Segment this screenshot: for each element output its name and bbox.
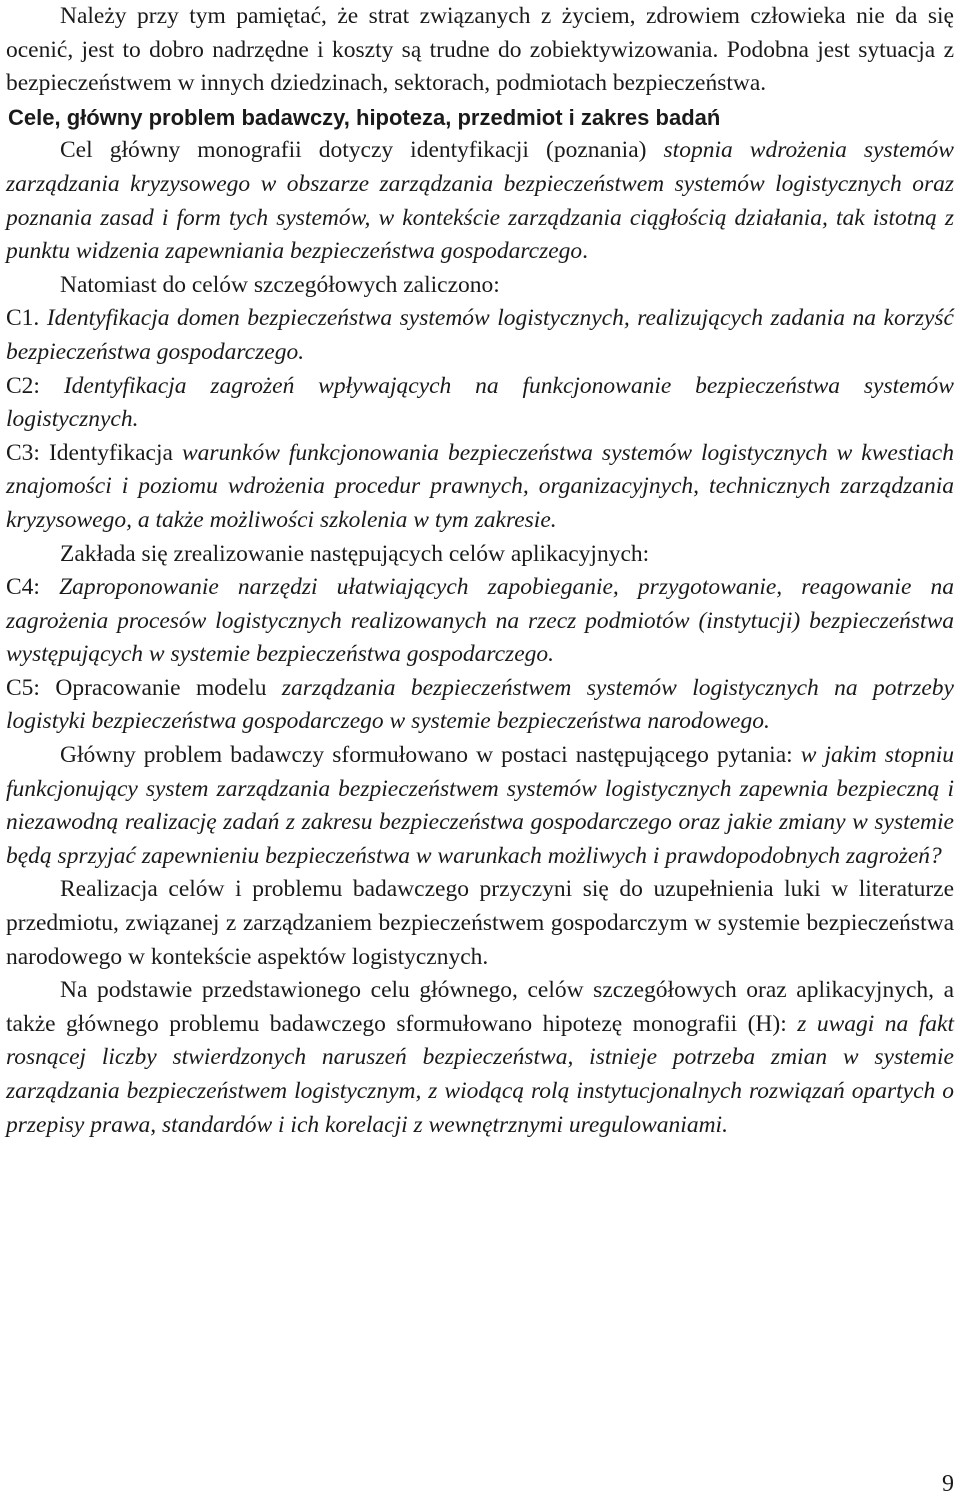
- goal-c3: [6, 437, 954, 538]
- page-number: 9: [942, 1471, 954, 1497]
- goal-italic: Identyfikacja domen bezpieczeństwa systemów logistycznych, realizujących zadania na korzyść bezpieczeństwa gospodarczego.: [6, 305, 954, 365]
- goal-italic: zarządzania bezpieczeństwem systemów logistycznych na potrzeby logistyki bezpieczeństwa gospodarczego w systemie bezpieczeństwa narodowego.: [6, 674, 954, 735]
- main-goal-tail: .: [582, 238, 589, 265]
- goal-c1: [6, 302, 954, 369]
- hypothesis-lead: Na podstawie przedstawionego celu głównego, celów szczegółowych oraz aplikacyjnych, a także głównego problemu badawczego sformułowano hipotezę monografii (H):: [6, 977, 954, 1037]
- goal-label: C1.: [6, 305, 47, 332]
- goal-label: C3:: [6, 439, 49, 466]
- applied-goals-intro: Zakłada się zrealizowanie następujących celów aplikacyjnych:: [60, 540, 650, 567]
- document-page: [6, 0, 954, 1142]
- goal-c5: [6, 672, 954, 739]
- main-goal-lead: Cel główny monografii dotyczy identyfikacji (poznania): [60, 137, 664, 164]
- goal-italic: Zaproponowanie narzędzi ułatwiających zapobieganie, przygotowanie, reagowanie na zagrożenia procesów logistycznych realizowanych na rzecz podmiotów (instytucji) bezpieczeństwa występujących w systemie bezpieczeństwa gospodarczego.: [6, 574, 954, 668]
- realization-paragraph: Realizacja celów i problemu badawczego przyczyni się do uzupełnienia luki w literaturze przedmiotu, związanej z zarządzaniem bezpieczeństwem gospodarczym w systemie bezpieczeństwa narodowego w kontekście aspektów logistycznych.: [6, 876, 954, 970]
- section-heading: Cele, główny problem badawczy, hipoteza, przedmiot i zakres badań: [8, 104, 721, 130]
- goal-c2: [6, 370, 954, 437]
- research-problem-lead: Główny problem badawczy sformułowano w postaci następującego pytania:: [60, 742, 801, 769]
- goal-c4: [6, 571, 954, 672]
- intro-paragraph: Należy przy tym pamiętać, że strat związanych z życiem, zdrowiem człowieka nie da się ocenić, jest to dobro nadrzędne i koszty są trudne do zobiektywizowania. Podobna jest sytuacja z bezpieczeństwem w innych dziedzinach, sektorach, podmiotach bezpieczeństwa.: [6, 3, 954, 97]
- research-problem-question: w jakim stopniu funkcjonujący system zarządzania bezpieczeństwem systemów logistycznych zapewnia bezpieczną i niezawodną realizację zadań z zakresu bezpieczeństwa gospodarczego oraz jakie zmiany w systemie będą sprzyjać zapewnieniu bezpieczeństwa w warunkach możliwych i prawdopodobnych zagrożeń?: [6, 742, 955, 869]
- specific-goals-intro: Natomiast do celów szczegółowych zaliczono:: [60, 271, 500, 298]
- goal-normal: Identyfikacja: [48, 439, 182, 466]
- goal-italic: Identyfikacja zagrożeń wpływających na funkcjonowanie bezpieczeństwa systemów logistycznych.: [6, 372, 954, 433]
- research-problem-paragraph: [6, 739, 954, 873]
- goal-label: C5:: [6, 674, 56, 701]
- goal-label: C2:: [6, 372, 64, 399]
- main-goal-paragraph: [6, 134, 954, 268]
- hypothesis-text: z uwagi na fakt rosnącej liczby stwierdzonych naruszeń bezpieczeństwa, istnieje potrzeba zmian w systemie zarządzania bezpieczeństwem logistycznym, z wiodącą rolą instytucjonalnych rozwiązań opartych o przepisy prawa, standardów i ich korelacji z wewnętrznymi uregulowaniami.: [6, 1010, 954, 1138]
- main-goal-italic: stopnia wdrożenia systemów zarządzania kryzysowego w obszarze zarządzania bezpieczeństwem systemów logistycznych oraz poznania zasad i form tych systemów, w kontekście zarządzania ciągłością działania, tak istotną z punktu widzenia zapewniania bezpieczeństwa gospodarczego: [6, 137, 954, 265]
- goal-italic: warunków funkcjonowania bezpieczeństwa systemów logistycznych w kwestiach znajomości i poziomu wdrożenia procedur prawnych, organizacyjnych, technicznych zarządzania kryzysowego, a także możliwości szkolenia w tym zakresie.: [6, 439, 954, 533]
- goal-label: C4:: [6, 574, 60, 601]
- hypothesis-paragraph: [6, 974, 954, 1142]
- goal-lead: Opracowanie modelu: [55, 674, 282, 701]
